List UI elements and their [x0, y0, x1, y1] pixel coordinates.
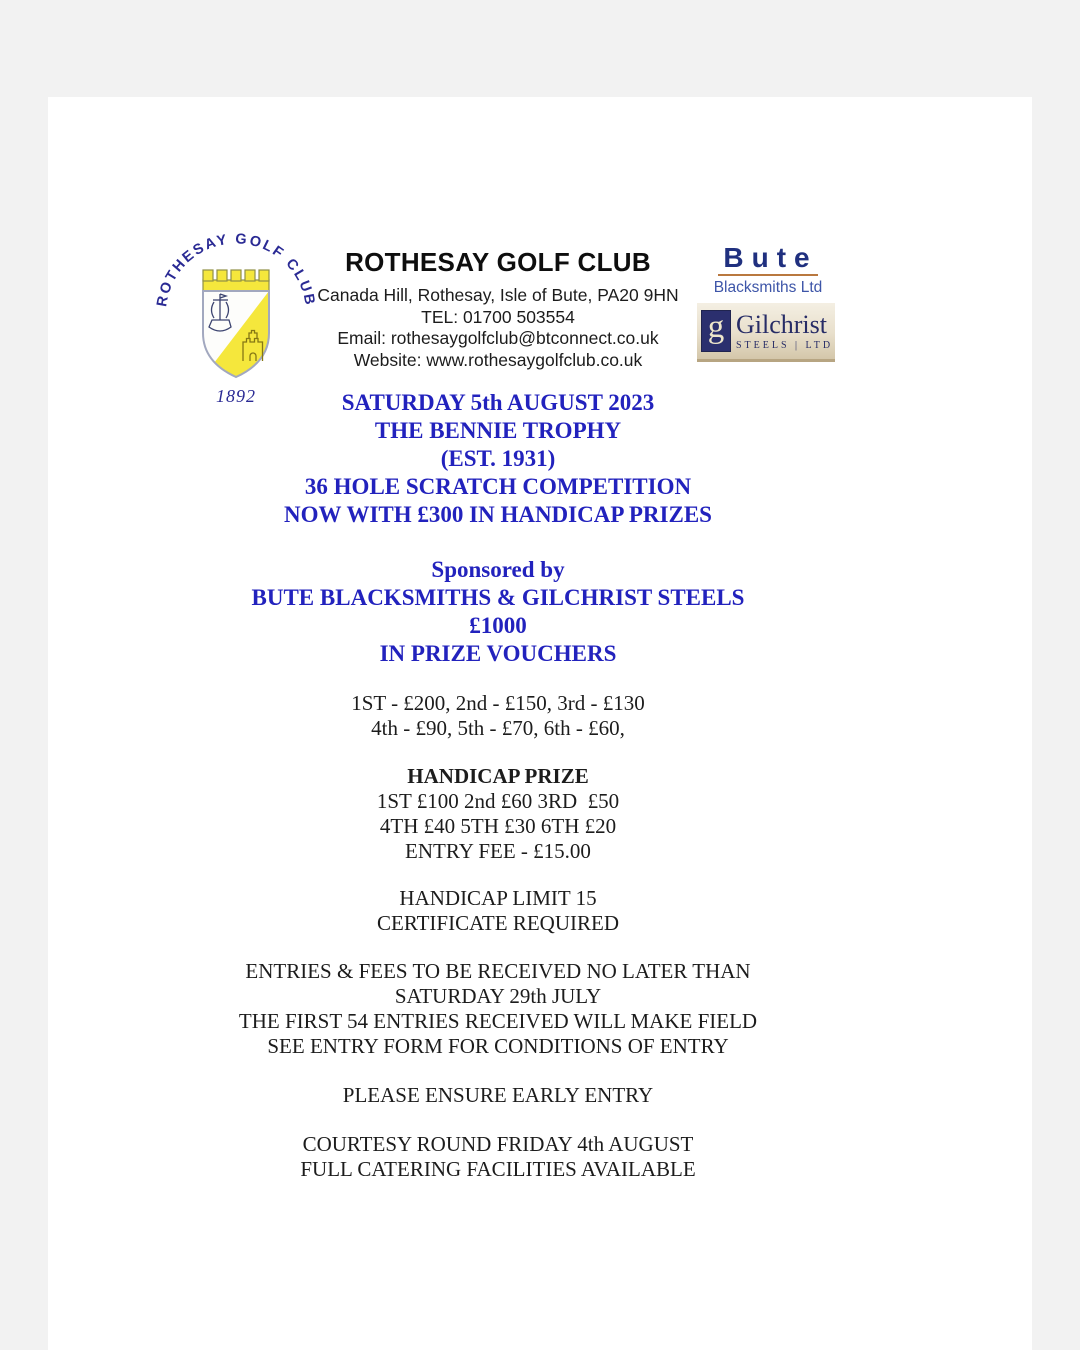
- gilchrist-logo-name: Gilchrist: [736, 309, 827, 339]
- sponsorship-block: [48, 556, 948, 668]
- bute-logo-subtitle: Blacksmiths Ltd: [713, 279, 823, 296]
- crest-year: 1892: [216, 386, 256, 406]
- sponsorship-type: IN PRIZE VOUCHERS: [379, 641, 617, 666]
- courtesy-round: COURTESY ROUND FRIDAY 4th AUGUST: [302, 1132, 694, 1156]
- flyer-body: [48, 389, 948, 1182]
- certificate-required: CERTIFICATE REQUIRED: [377, 911, 619, 935]
- gilchrist-g-icon: g: [701, 310, 731, 352]
- club-name: ROTHESAY GOLF CLUB: [345, 247, 651, 277]
- bute-blacksmiths-logo: [703, 244, 833, 297]
- bute-logo-name: Bute: [718, 244, 817, 276]
- entry-fee: ENTRY FEE - £15.00: [405, 839, 591, 863]
- handicap-prize-title: HANDICAP PRIZE: [407, 764, 589, 788]
- club-email: Email: rothesaygolfclub@btconnect.co.uk: [337, 328, 659, 348]
- entry-conditions-block: [48, 959, 948, 1059]
- flyer-page: [48, 97, 1032, 1350]
- handicap-prizes-1: 1ST £100 2nd £60 3RD £50: [376, 789, 620, 813]
- field-size: THE FIRST 54 ENTRIES RECEIVED WILL MAKE FIELD: [238, 1009, 758, 1033]
- crest-arc-text: ROTHESAY GOLF CLUB: [154, 231, 318, 308]
- crown-icon: [203, 270, 269, 291]
- event-name: THE BENNIE TROPHY: [374, 418, 622, 443]
- handicap-prizes-block: [48, 764, 948, 864]
- gilchrist-logo-subtitle: STEELS | LTD: [736, 339, 834, 351]
- event-established: (EST. 1931): [440, 446, 556, 471]
- entries-deadline-1: ENTRIES & FEES TO BE RECEIVED NO LATER THAN: [245, 959, 751, 983]
- event-title-block: [48, 389, 948, 529]
- club-info: [273, 247, 723, 371]
- club-website: Website: www.rothesaygolfclub.co.uk: [353, 349, 643, 370]
- early-entry-note: PLEASE ENSURE EARLY ENTRY: [342, 1083, 654, 1107]
- event-handicap-note: NOW WITH £300 IN HANDICAP PRIZES: [284, 502, 712, 527]
- event-date: SATURDAY 5th AUGUST 2023: [341, 390, 655, 415]
- club-address: Canada Hill, Rothesay, Isle of Bute, PA20 9HN: [317, 285, 679, 305]
- gilchrist-steels-logo: [697, 303, 835, 362]
- sponsored-by-label: Sponsored by: [431, 557, 565, 582]
- handicap-limit-block: [48, 886, 948, 936]
- catering-note: FULL CATERING FACILITIES AVAILABLE: [300, 1157, 696, 1181]
- entries-deadline-2: SATURDAY 29th JULY: [394, 984, 602, 1008]
- club-phone: TEL: 01700 503554: [421, 306, 575, 327]
- sponsorship-amount: £1000: [469, 613, 527, 638]
- handicap-limit: HANDICAP LIMIT 15: [399, 886, 597, 910]
- handicap-prizes-2: 4TH £40 5TH £30 6TH £20: [379, 814, 617, 838]
- event-format: 36 HOLE SCRATCH COMPETITION: [304, 474, 692, 499]
- entry-form-note: SEE ENTRY FORM FOR CONDITIONS OF ENTRY: [267, 1034, 729, 1058]
- courtesy-block: [48, 1132, 948, 1182]
- sponsor-names: BUTE BLACKSMITHS & GILCHRIST STEELS: [251, 585, 745, 610]
- scratch-prizes-2: 4th - £90, 5th - £70, 6th - £60,: [371, 716, 625, 740]
- gilchrist-logo-text: [736, 309, 834, 351]
- scratch-prizes-block: [48, 691, 948, 741]
- scratch-prizes-1: 1ST - £200, 2nd - £150, 3rd - £130: [351, 691, 645, 715]
- early-entry-block: [48, 1083, 948, 1108]
